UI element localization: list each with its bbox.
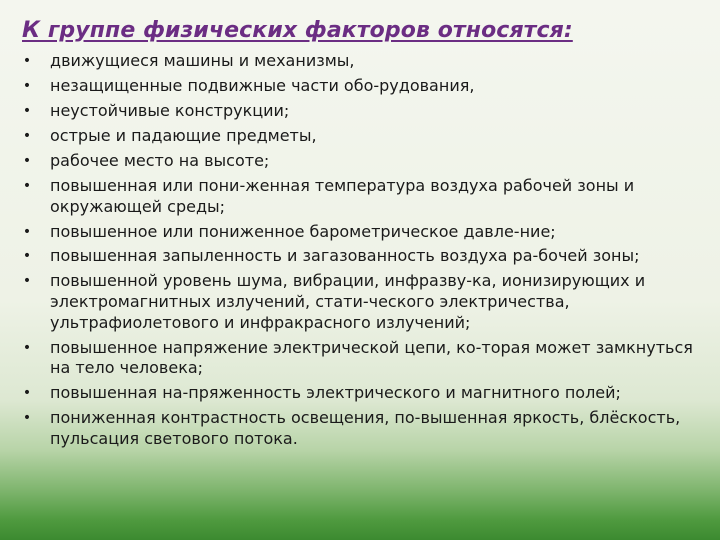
bullet-icon: • xyxy=(22,223,32,240)
bullet-icon: • xyxy=(22,53,32,69)
list-item-text: повышенное напряжение электрической цепи, ко-торая может замкнуться на тело человека; xyxy=(50,337,693,378)
list-item-text: незащищенные подвижные части обо-рудования, xyxy=(50,75,475,95)
list-item xyxy=(22,76,704,97)
list-item-text: рабочее место на высоте; xyxy=(50,150,270,170)
list-item-text: повышенной уровень шума, вибрации, инфразву-ка, ионизирующих и электромагнитных излучений, стати-ческого электричества, ультрафиолетового и инфракрасного излучений; xyxy=(50,271,646,332)
list-item-text: повышенная на-пряженность электрического и магнитного полей; xyxy=(50,383,621,403)
list-item xyxy=(22,222,704,243)
list-item xyxy=(22,126,704,147)
bullet-icon: • xyxy=(22,102,32,119)
list-item xyxy=(22,151,704,172)
list-item xyxy=(22,408,704,449)
bullet-icon: • xyxy=(22,385,32,402)
list-item xyxy=(22,101,704,122)
bullet-icon: • xyxy=(22,127,32,144)
list-item-text: пониженная контрастность освещения, по-вышенная яркость, блёскость, пульсация светового потока. xyxy=(50,408,681,448)
list-item xyxy=(22,246,704,267)
bullet-list xyxy=(22,51,704,454)
slide-title: К группе физических факторов относятся: xyxy=(22,18,573,43)
bullet-icon: • xyxy=(22,152,32,169)
bullet-icon: • xyxy=(22,77,32,94)
list-item-text: неустойчивые конструкции; xyxy=(50,100,290,120)
list-item-text: повышенная запыленность и загазованность воздуха ра-бочей зоны; xyxy=(50,246,640,266)
bullet-icon: • xyxy=(22,273,32,290)
list-item xyxy=(22,271,704,333)
bullet-icon: • xyxy=(22,248,32,265)
list-item-text: острые и падающие предметы, xyxy=(50,125,317,145)
list-item-text: повышенная или пони-женная температура воздуха рабочей зоны и окружающей среды; xyxy=(50,175,635,216)
list-item xyxy=(22,338,704,379)
list-item xyxy=(22,176,704,217)
list-item xyxy=(22,51,704,72)
list-item-text: движущиеся машины и механизмы, xyxy=(50,51,355,70)
list-item-text: повышенное или пониженное барометрическое давле-ние; xyxy=(50,221,556,241)
bullet-icon: • xyxy=(22,410,32,427)
list-item xyxy=(22,383,704,404)
bullet-icon: • xyxy=(22,177,32,194)
bullet-icon: • xyxy=(22,339,32,356)
